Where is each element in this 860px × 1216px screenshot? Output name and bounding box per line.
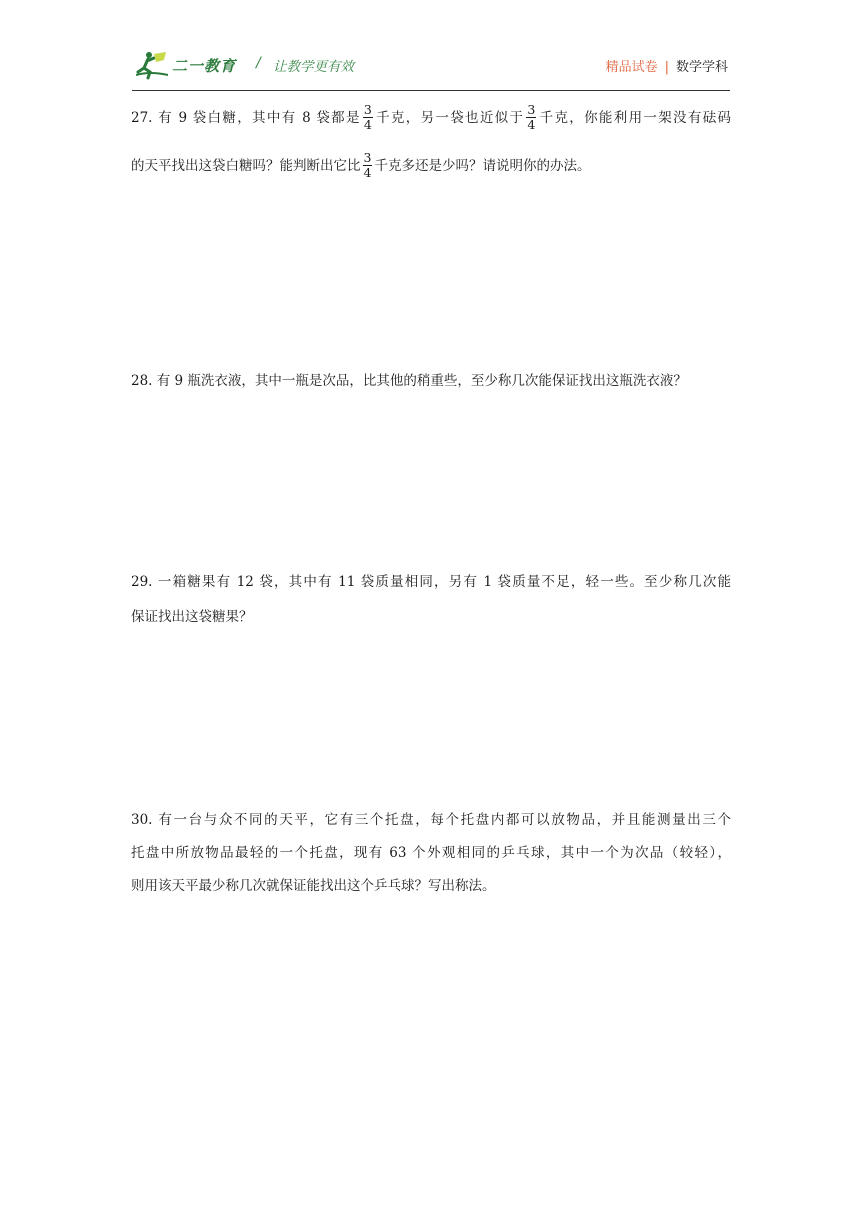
fraction-three-quarters xyxy=(363,103,373,132)
fraction-numerator: 3 xyxy=(363,102,372,117)
header-slash: / xyxy=(256,55,261,71)
question-29-line-2: 保证找出这袋糖果？ xyxy=(131,609,253,625)
fraction-numerator: 3 xyxy=(527,102,536,117)
running-figure-logo-icon xyxy=(136,50,170,80)
quality-label: 精品试卷 xyxy=(605,60,658,75)
header-separator: | xyxy=(664,60,669,75)
fraction-denominator: 4 xyxy=(363,117,372,132)
page-header xyxy=(132,44,730,91)
question-30-line-1: 30. 有一台与众不同的天平，它有三个托盘，每个托盘内都可以放物品，并且能测量出三个 xyxy=(131,812,731,828)
question-29-line-1: 29. 一箱糖果有 12 袋，其中有 11 袋质量相同，另有 1 袋质量不足，轻一些。至少称几次能 xyxy=(131,574,731,590)
brand-name: 二一教育 xyxy=(172,57,237,75)
q27-text-1: 27. 有 9 袋白糖，其中有 8 袋都是 xyxy=(131,110,361,126)
fraction-three-quarters xyxy=(363,151,373,180)
q27-text-5: 千克多还是少吗？请说明你的办法。 xyxy=(374,158,591,174)
q27-text-2: 千克，另一袋也近似于 xyxy=(374,110,525,126)
question-27-line-2 xyxy=(131,152,590,181)
question-27-line-1 xyxy=(131,104,731,133)
fraction-three-quarters xyxy=(526,103,536,132)
header-right xyxy=(606,56,728,75)
question-30-line-2: 托盘中所放物品最轻的一个托盘，现有 63 个外观相同的乒乓球，其中一个为次品（较轻）， xyxy=(131,845,731,861)
fraction-denominator: 4 xyxy=(527,117,536,132)
header-slogan: 让教学更有效 xyxy=(273,59,354,75)
subject-label: 数学学科 xyxy=(675,60,728,75)
q27-text-4: 的天平找出这袋白糖吗？能判断出它比 xyxy=(131,158,361,174)
fraction-numerator: 3 xyxy=(363,150,372,165)
q27-text-3: 千克，你能利用一架没有砝码 xyxy=(538,110,732,126)
question-28-line-1: 28. 有 9 瓶洗衣液，其中一瓶是次品，比其他的稍重些，至少称几次能保证找出这瓶洗衣液？ xyxy=(131,373,687,389)
fraction-denominator: 4 xyxy=(363,165,372,180)
question-30-line-3: 则用该天平最少称几次就保证能找出这个乒乓球？写出称法。 xyxy=(131,878,496,894)
